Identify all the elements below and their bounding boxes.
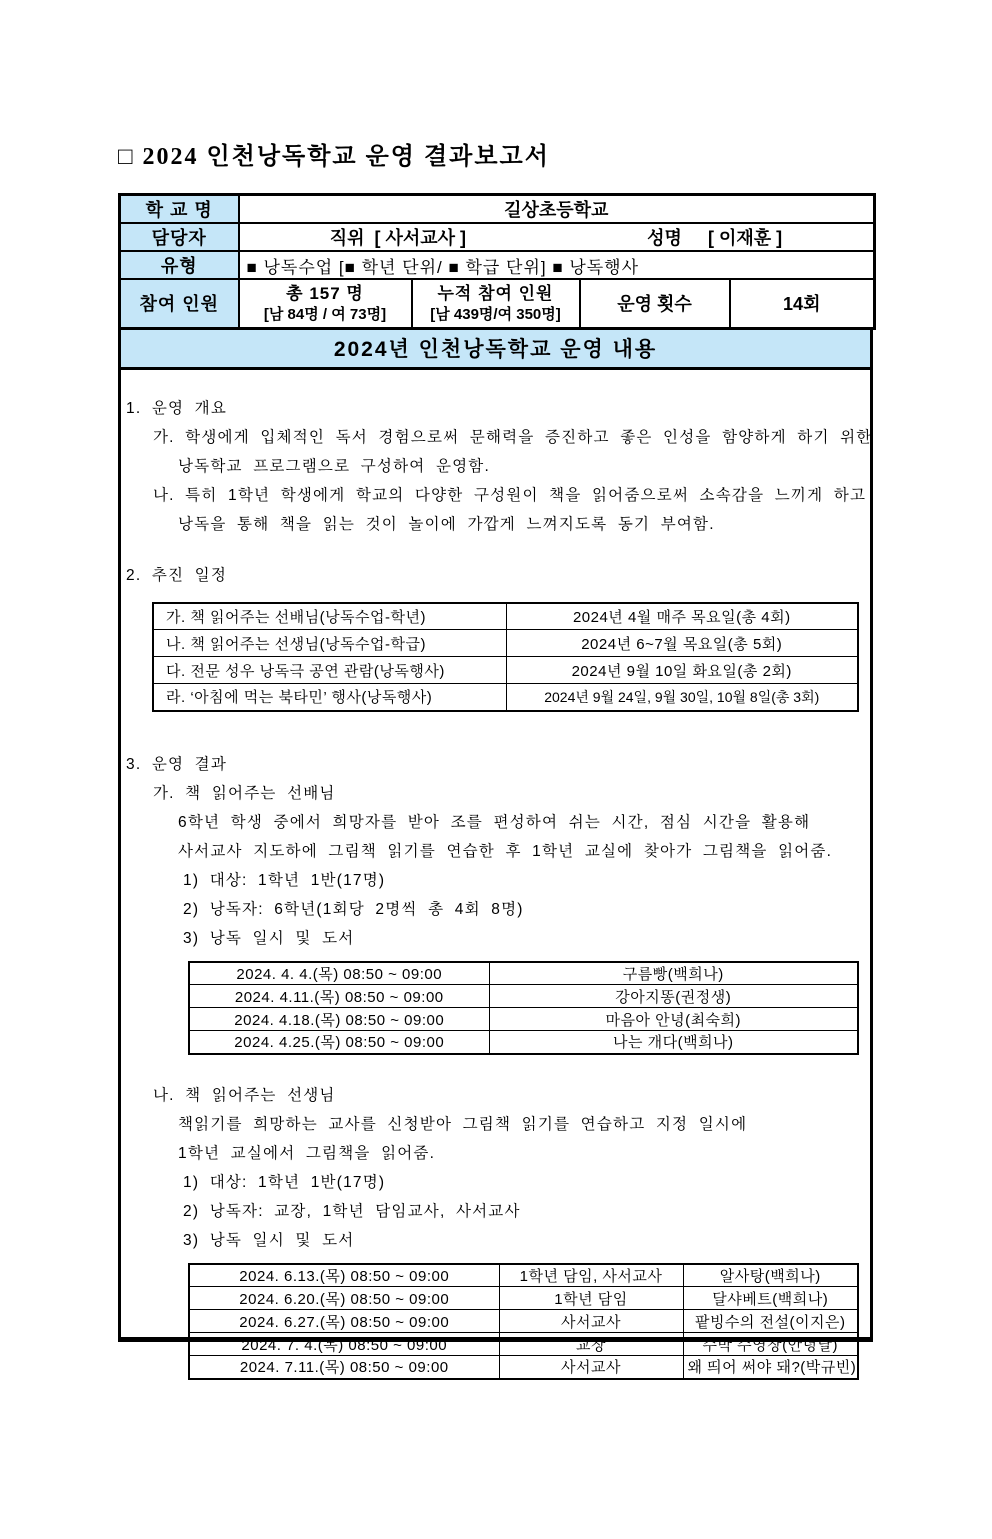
- section3b-line: 2) 낭독자: 교장, 1학년 담임교사, 사서교사: [183, 1202, 521, 1220]
- section3b-line: 1학년 교실에서 그림책을 읽어줌.: [178, 1144, 436, 1162]
- reading-book: 마음아 안녕(최숙희): [489, 1008, 858, 1031]
- schedule-date: 2024년 9월 24일, 9월 30일, 10월 8일(총 3회): [506, 684, 858, 711]
- table-row: [153, 603, 858, 630]
- sessions-label-cell: [580, 279, 730, 328]
- reading-datetime: 2024. 6.13.(목) 08:50 ~ 09:00: [189, 1264, 499, 1287]
- section3a-line: 2) 낭독자: 6학년(1회당 2명씩 총 4회 8명): [183, 900, 524, 918]
- section-header-bar: 2024년 인천낭독학교 운영 내용: [118, 330, 873, 370]
- reading-book: 달샤베트(백희나): [683, 1287, 858, 1310]
- section1-line: 나. 특히 1학년 학생에게 학교의 다양한 구성원이 책을 읽어줌으로써 소속감을 느끼게 하고: [153, 486, 867, 504]
- schedule-item: 다. 전문 성우 낭독극 공연 관람(낭독행사): [153, 657, 506, 684]
- name-value: [ 이재훈 ]: [707, 228, 783, 248]
- table-row: [189, 1031, 858, 1054]
- position-label: 직위: [329, 228, 365, 248]
- table-row: [153, 684, 858, 711]
- table-row: [189, 1356, 858, 1379]
- reading-datetime: 2024. 7.11.(목) 08:50 ~ 09:00: [189, 1356, 499, 1379]
- section3a-line: 6학년 학생 중에서 희망자를 받아 조를 편성하여 쉬는 시간, 점심 시간을 활용해: [178, 813, 811, 831]
- participants-total: [239, 279, 412, 328]
- schedule-date: 2024년 6~7월 목요일(총 5회): [506, 630, 858, 657]
- section3b-line: 책읽기를 희망하는 교사를 신청받아 그림책 읽기를 연습하고 지정 일시에: [178, 1115, 748, 1133]
- sessions-value: 14회: [783, 294, 821, 315]
- reading-reader: 1학년 담임: [499, 1287, 683, 1310]
- schedule-date: 2024년 9월 10일 화요일(총 2회): [506, 657, 858, 684]
- section3a-line: 3) 낭독 일시 및 도서: [183, 929, 355, 947]
- table-row: [189, 962, 858, 985]
- name-label: 성명: [647, 228, 682, 248]
- school-name-value: 길상초등학교: [239, 195, 875, 224]
- section1-line: 낭독학교 프로그램으로 구성하여 운영함.: [178, 457, 490, 475]
- participants-total-title: 총 157 명: [286, 283, 364, 303]
- section3b-line: 1) 대상: 1학년 1반(17명): [183, 1173, 386, 1191]
- schedule-item: 가. 책 읽어주는 선배님(낭독수업-학년): [153, 603, 506, 630]
- reading-datetime: 2024. 7. 4.(목) 08:50 ~ 09:00: [189, 1333, 499, 1356]
- table-row: [189, 1287, 858, 1310]
- reading-book: 나는 개다(백희나): [489, 1031, 858, 1054]
- report-document: [118, 136, 873, 1377]
- section3a-heading: 가. 책 읽어주는 선배님: [153, 784, 336, 802]
- type-checkbox-value: ■ 낭독수업 [■ 학년 단위/ ■ 학급 단위] ■ 낭독행사: [239, 251, 875, 279]
- reading-book: 왜 띄어 써야 돼?(박규빈): [683, 1356, 858, 1379]
- table-row: [189, 985, 858, 1008]
- reading-datetime: 2024. 4. 4.(목) 08:50 ~ 09:00: [189, 962, 489, 985]
- position-value: [ 사서교사 ]: [374, 228, 467, 248]
- section1-line: 가. 학생에게 입체적인 독서 경험으로써 문해력을 증진하고 좋은 인성을 함양하게 하기 위한: [153, 428, 873, 446]
- table-row: [189, 1264, 858, 1287]
- reading-datetime: 2024. 4.25.(목) 08:50 ~ 09:00: [189, 1031, 489, 1054]
- section2-title: 2. 추진 일정: [126, 566, 228, 584]
- participants-label: 참여 인원: [120, 279, 239, 328]
- school-name-label: 학 교 명: [120, 195, 239, 224]
- sessions-value-cell: [730, 279, 875, 328]
- schedule-table: [152, 602, 859, 712]
- reading-book: 강아지똥(권정생): [489, 985, 858, 1008]
- reading-reader: 교장: [499, 1333, 683, 1356]
- reading-book: 팥빙수의 전설(이지은): [683, 1310, 858, 1333]
- section3b-heading: 나. 책 읽어주는 선생님: [153, 1086, 336, 1104]
- sessions-label: 운영 횟수: [617, 294, 692, 315]
- section3b-line: 3) 낭독 일시 및 도서: [183, 1231, 355, 1249]
- table-row: [189, 1310, 858, 1333]
- page-title: □ 2024 인천낭독학교 운영 결과보고서: [118, 144, 550, 170]
- content-box: [118, 370, 873, 1377]
- senior-reading-table: [188, 961, 859, 1055]
- table-row-participants: [120, 279, 875, 328]
- reading-reader: 사서교사: [499, 1356, 683, 1379]
- participants-total-detail: [남 84명 / 여 73명]: [263, 305, 387, 323]
- reading-datetime: 2024. 4.18.(목) 08:50 ~ 09:00: [189, 1008, 489, 1031]
- participants-cumulative-title: 누적 참여 인원: [437, 283, 554, 303]
- position-field: [240, 224, 557, 250]
- participants-cumulative: [412, 279, 580, 328]
- name-field: [556, 224, 873, 250]
- participants-cumulative-detail: [남 439명/여 350명]: [430, 305, 561, 323]
- reading-datetime: 2024. 6.20.(목) 08:50 ~ 09:00: [189, 1287, 499, 1310]
- reading-datetime: 2024. 4.11.(목) 08:50 ~ 09:00: [189, 985, 489, 1008]
- table-row-school: [120, 195, 875, 224]
- table-row: [153, 657, 858, 684]
- section3a-line: 1) 대상: 1학년 1반(17명): [183, 871, 386, 889]
- section3a-line: 사서교사 지도하에 그림책 읽기를 연습한 후 1학년 교실에 찾아가 그림책을 읽어줌.: [178, 842, 833, 860]
- manager-fields: [240, 224, 874, 250]
- section1-line: 낭독을 통해 책을 읽는 것이 놀이에 가깝게 느껴지도록 동기 부여함.: [178, 515, 715, 533]
- table-row: [189, 1008, 858, 1031]
- manager-label: 담당자: [120, 223, 239, 251]
- reading-reader: 1학년 담임, 사서교사: [499, 1264, 683, 1287]
- manager-value: [239, 223, 875, 251]
- reading-datetime: 2024. 6.27.(목) 08:50 ~ 09:00: [189, 1310, 499, 1333]
- teacher-reading-table: [188, 1263, 859, 1380]
- reading-book: 구름빵(백희나): [489, 962, 858, 985]
- table-row: [153, 630, 858, 657]
- header-info-table: [118, 193, 876, 330]
- section1-title: 1. 운영 개요: [126, 399, 228, 417]
- table-row-type: [120, 251, 875, 279]
- type-label: 유형: [120, 251, 239, 279]
- reading-reader: 사서교사: [499, 1310, 683, 1333]
- reading-book: 알사탕(백희나): [683, 1264, 858, 1287]
- section3-title: 3. 운영 결과: [126, 755, 228, 773]
- table-row-manager: [120, 223, 875, 251]
- schedule-item: 라. ‘아침에 먹는 북타민’ 행사(낭독행사): [153, 684, 506, 711]
- table-row: [189, 1333, 858, 1356]
- reading-book: 수박 수영장(안녕달): [683, 1333, 858, 1356]
- schedule-date: 2024년 4월 매주 목요일(총 4회): [506, 603, 858, 630]
- schedule-item: 나. 책 읽어주는 선생님(낭독수업-학급): [153, 630, 506, 657]
